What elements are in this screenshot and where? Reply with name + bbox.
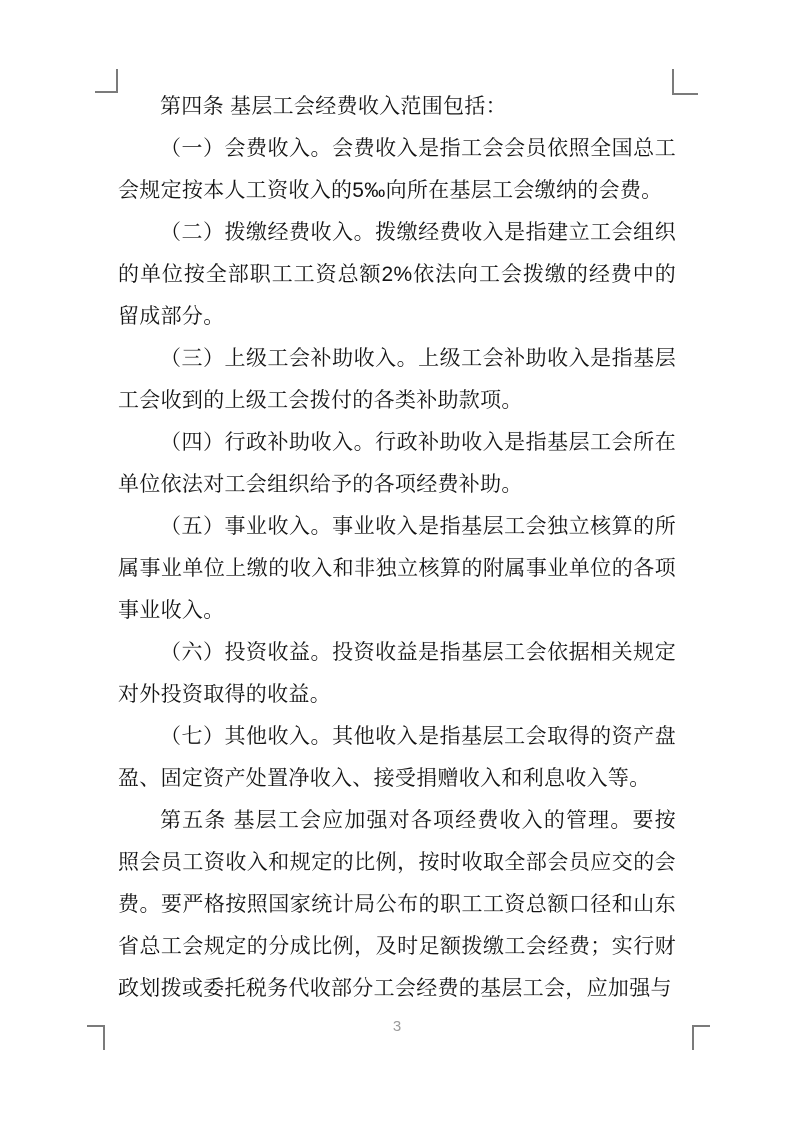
paragraph: （四）行政补助收入。行政补助收入是指基层工会所在单位依法对工会组织给予的各项经费补助。	[118, 431, 676, 496]
paragraph: （七）其他收入。其他收入是指基层工会取得的资产盘盈、固定资产处置净收入、接受捐赠收入和利息收入等。	[118, 725, 676, 790]
paragraph: （三）上级工会补助收入。上级工会补助收入是指基层工会收到的上级工会拨付的各类补助款项。	[118, 347, 676, 412]
paragraph: （一）会费收入。会费收入是指工会会员依照全国总工会规定按本人工资收入的5‰向所在基层工会缴纳的会费。	[118, 137, 676, 202]
paragraph: （六）投资收益。投资收益是指基层工会依据相关规定对外投资取得的收益。	[118, 641, 676, 706]
paragraph: 第四条 基层工会经费收入范围包括：	[160, 95, 507, 118]
crop-mark-top-left-icon	[95, 69, 118, 93]
paragraph: （五）事业收入。事业收入是指基层工会独立核算的所属事业单位上缴的收入和非独立核算的附属事业单位的各项事业收入。	[118, 515, 676, 622]
paragraph: （二）拨缴经费收入。拨缴经费收入是指建立工会组织的单位按全部职工工资总额2%依法向工会拨缴的经费中的留成部分。	[118, 221, 676, 328]
document-body	[118, 86, 676, 1010]
page-number: 3	[392, 1018, 402, 1035]
paragraph: 第五条 基层工会应加强对各项经费收入的管理。要按照会员工资收入和规定的比例，按时收取全部会员应交的会费。要严格按照国家统计局公布的职工工资总额口径和山东省总工会规定的分成比例，及时足额拨缴工会经费；实行财政划拨或委托税务代收部分工会经费的基层工会，应加强与	[118, 809, 676, 1000]
